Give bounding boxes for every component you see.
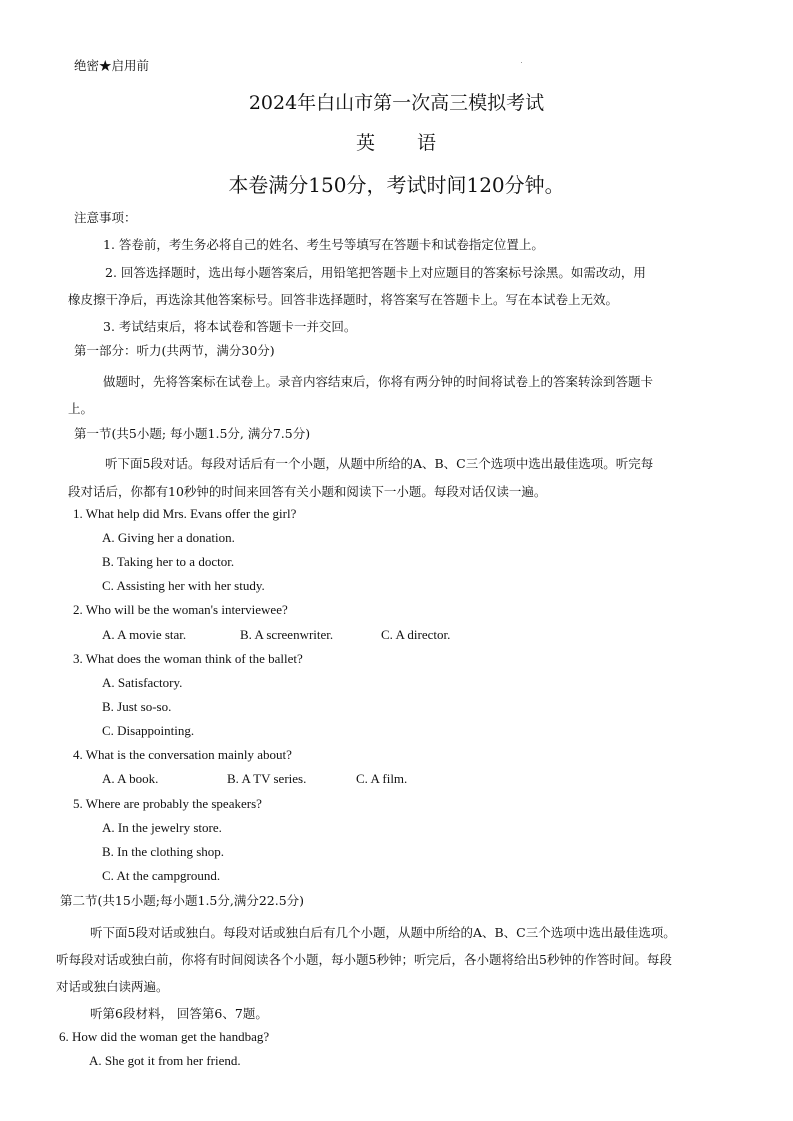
question-1-stem: 1. What help did Mrs. Evans offer the girl? — [73, 506, 297, 521]
section2-instruction-line-1: 听下面5段对话或独白。每段对话或独白后有几个小题，从题中所给的A、B、C三个选项中选出最佳选项。 — [90, 925, 676, 940]
confidential-mark: 绝密★启用前 — [74, 58, 150, 73]
notice-item-2-line-1: 2. 回答选择题时，选出每小题答案后，用铅笔把答题卡上对应题目的答案标号涂黑。如需改动，用 — [105, 265, 646, 280]
question-4-option-c: C. A film. — [356, 771, 408, 786]
question-5-option-b: B. In the clothing shop. — [102, 844, 225, 859]
part1-heading: 第一部分：听力(共两节，满分30分) — [74, 343, 275, 358]
question-2-option-b: B. A screenwriter. — [240, 627, 334, 642]
question-2-stem: 2. Who will be the woman's interviewee? — [73, 602, 288, 617]
notice-heading: 注意事项： — [74, 210, 137, 225]
subject-char-1: 英 — [356, 132, 376, 154]
section1-instruction-line-1: 听下面5段对话。每段对话后有一个小题，从题中所给的A、B、C三个选项中选出最佳选项。听完每 — [105, 456, 654, 471]
question-2-option-c: C. A director. — [381, 627, 451, 642]
material-6-label: 听第6段材料， 回答第6、7题。 — [90, 1006, 268, 1021]
notice-item-3: 3. 考试结束后，将本试卷和答题卡一并交回。 — [103, 319, 357, 334]
question-4-option-a: A. A book. — [102, 771, 159, 786]
question-3-option-b: B. Just so-so. — [102, 699, 172, 714]
section2-instruction-line-2: 听每段对话或独白前，你将有时间阅读各个小题，每小题5秒钟；听完后，各小题将给出5秒钟的作答时间。每段 — [56, 952, 672, 967]
part1-instruction-line-1: 做题时，先将答案标在试卷上。录音内容结束后，你将有两分钟的时间将试卷上的答案转涂到答题卡 — [103, 374, 654, 389]
question-3-option-a: A. Satisfactory. — [102, 675, 183, 690]
question-1-option-c: C. Assisting her with her study. — [102, 578, 265, 593]
section1-instruction-line-2: 段对话后，你都有10秒钟的时间来回答有关小题和阅读下一小题。每段对话仅读一遍。 — [68, 484, 547, 499]
exam-title: 2024年白山市第一次高三模拟考试 — [248, 92, 545, 114]
question-6-stem: 6. How did the woman get the handbag? — [59, 1029, 270, 1044]
question-3-option-c: C. Disappointing. — [102, 723, 195, 738]
notice-item-2-line-2: 橡皮擦干净后，再选涂其他答案标号。回答非选择题时，将答案写在答题卡上。写在本试卷上无效。 — [68, 292, 619, 307]
question-6-option-a: A. She got it from her friend. — [89, 1053, 241, 1068]
section2-instruction-line-3: 对话或独白读两遍。 — [56, 979, 169, 994]
question-4-stem: 4. What is the conversation mainly about? — [73, 747, 292, 762]
subject-char-2: 语 — [417, 132, 437, 154]
question-1-option-a: A. Giving her a donation. — [102, 530, 235, 545]
section2-heading: 第二节(共15小题;每小题1.5分,满分22.5分) — [60, 893, 305, 908]
question-4-option-b: B. A TV series. — [227, 771, 307, 786]
question-5-stem: 5. Where are probably the speakers? — [73, 796, 262, 811]
question-3-stem: 3. What does the woman think of the ballet? — [73, 651, 303, 666]
section1-heading: 第一节(共5小题; 每小题1.5分, 满分7.5分) — [74, 426, 311, 441]
question-2-option-a: A. A movie star. — [102, 627, 187, 642]
question-5-option-c: C. At the campground. — [102, 868, 221, 883]
notice-item-1: 1. 答卷前，考生务必将自己的姓名、考生号等填写在答题卡和试卷指定位置上。 — [103, 237, 544, 252]
stray-dot — [521, 62, 522, 63]
score-time-line: 本卷满分150分，考试时间120分钟。 — [228, 173, 565, 197]
part1-instruction-line-2: 上。 — [68, 401, 94, 416]
question-1-option-b: B. Taking her to a doctor. — [102, 554, 235, 569]
question-5-option-a: A. In the jewelry store. — [102, 820, 222, 835]
